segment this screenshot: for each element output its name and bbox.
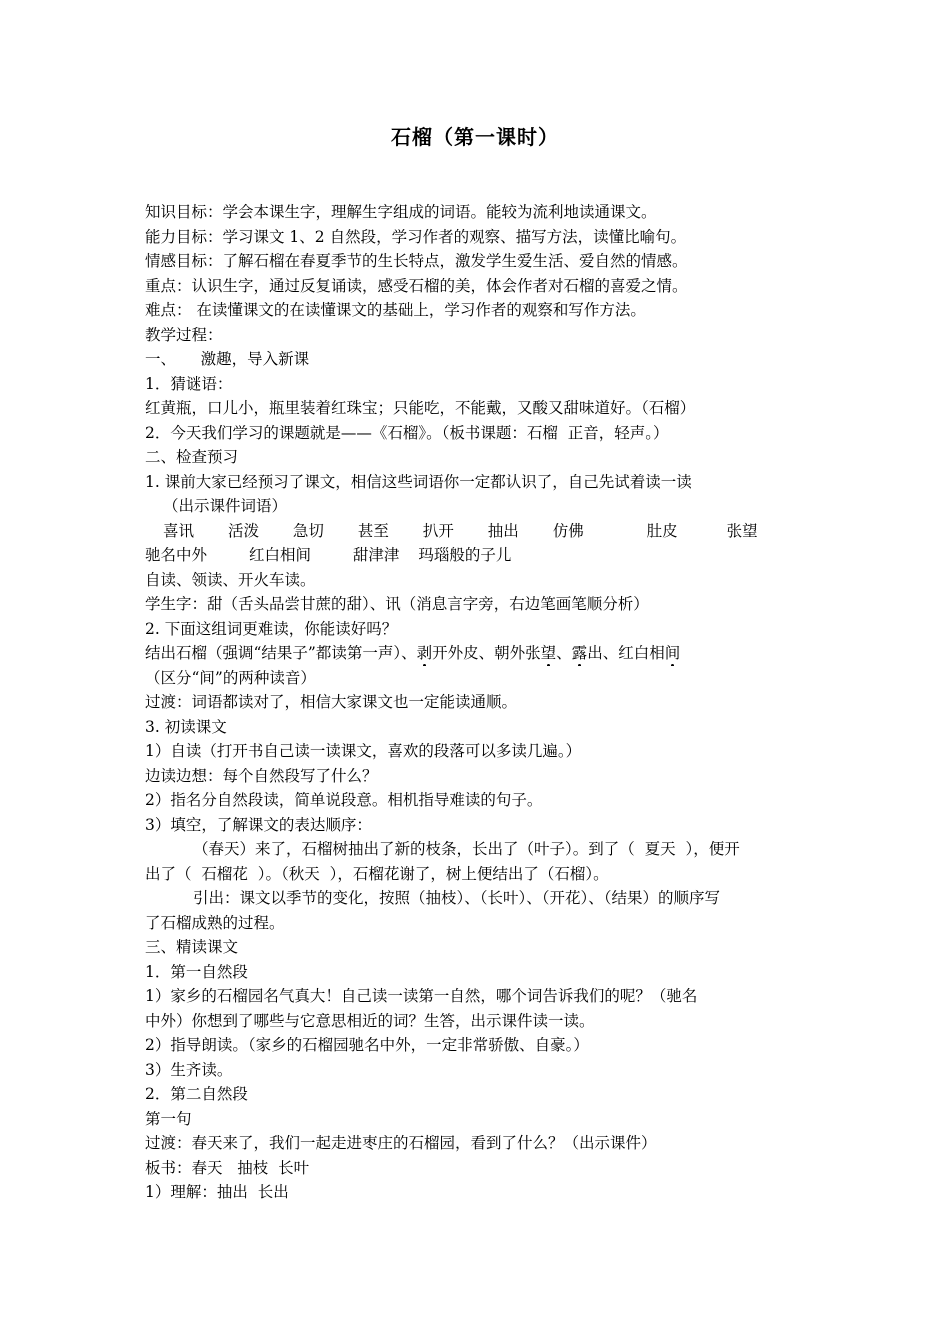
preview-intro: 1. 课前大家已经预习了课文，相信这些词语你一定都认识了，自己先试着读一读 <box>145 472 692 491</box>
paragraph-1-heading: 1．第一自然段 <box>145 962 248 981</box>
dotted-character: 望 <box>540 644 557 662</box>
vocab-word: 肚皮 <box>646 521 678 540</box>
paragraph-1-step-1a: 1）家乡的石榴园名气真大！自己读一读第一自然，哪个词告诉我们的呢？（驰名 <box>145 987 698 1005</box>
reading-methods: 自读、领读、开火车读。 <box>145 570 316 589</box>
teaching-process-heading: 教学过程： <box>145 325 223 344</box>
pronunciation-note: （区分“间”的两种读音） <box>145 668 316 687</box>
paragraph-1-step-3: 3）生齐读。 <box>145 1060 233 1079</box>
transition-text: 过渡：词语都读对了，相信大家课文也一定能读通顺。 <box>145 693 518 711</box>
vocab-word: 红白相间 <box>248 546 311 564</box>
vocab-word: 仿佛 <box>552 521 584 540</box>
fill-blank-text-2: 出了（ 石榴花 ）。（秋天 ），石榴花谢了，树上便结出了（石榴）。 <box>145 864 609 883</box>
vocab-word: 急切 <box>292 521 324 540</box>
harder-words-intro: 2. 下面这组词更难读，你能读好吗？ <box>145 619 398 638</box>
vocab-word: 甚至 <box>357 521 389 540</box>
ability-goal: 能力目标：学习课文 1、2 自然段，学习作者的观察、描写方法，读懂比喻句。 <box>145 227 687 246</box>
first-sentence-label: 第一句 <box>145 1109 192 1128</box>
self-reading-step: 1）自读（打开书自己读一读课文，喜欢的段落可以多读几遍。） <box>145 742 582 760</box>
understanding-step: 1）理解：抽出 长出 <box>145 1183 289 1201</box>
vocab-row-1 <box>145 519 810 544</box>
vocab-word: 扒开 <box>422 521 454 540</box>
vocab-word: 驰名中外 <box>145 546 208 564</box>
riddle-text: 红黄瓶，口儿小，瓶里装着红珠宝；只能吃，不能戴，又酸又甜味道好。（石榴） <box>145 399 696 417</box>
paragraph-reading-step: 2）指名分自然段读，简单说段意。相机指导难读的句子。 <box>145 791 543 809</box>
page-title: 石榴（第一课时） <box>391 125 559 149</box>
harder-words-part: 、 <box>556 644 572 662</box>
blackboard-note: 板书：春天 抽枝 长叶 <box>145 1158 310 1177</box>
section-3-heading: 三、精读课文 <box>145 938 239 956</box>
new-characters: 学生字：甜（舌头品尝甘蔗的甜）、讯（消息言字旁，右边笔画笔顺分析） <box>145 595 649 613</box>
vocab-row-2 <box>145 543 810 568</box>
first-reading-heading: 3. 初读课文 <box>145 717 227 736</box>
lead-out-text-2: 了石榴成熟的过程。 <box>145 913 285 932</box>
vocab-word: 喜讯 <box>163 521 195 540</box>
harder-words-part: 出、红白相 <box>587 644 665 662</box>
key-point: 重点：认识生字，通过反复诵读，感受石榴的美，体会作者对石榴的喜爱之情。 <box>145 276 688 295</box>
vocab-word: 张望 <box>726 521 758 540</box>
paragraph-1-step-2: 2）指导朗读。（家乡的石榴园驰名中外，一定非常骄傲、自豪。） <box>145 1036 589 1054</box>
vocab-word: 甜津津 <box>352 546 400 564</box>
vocab-word: 玛瑙般的子儿 <box>418 546 512 564</box>
vocab-word: 活泼 <box>227 521 259 540</box>
think-while-reading: 边读边想：每个自然段写了什么？ <box>145 766 378 785</box>
section-1-heading: 一、 激趣，导入新课 <box>145 350 310 368</box>
dotted-character: 间 <box>664 644 681 662</box>
lead-out-text-1: 引出：课文以季节的变化，按照（抽枝）、（长叶）、（开花）、（结果）的顺序写 <box>193 889 721 907</box>
difficult-point: 难点： 在读懂课文的在读懂课文的基础上，学习作者的观察和写作方法。 <box>145 301 646 319</box>
harder-words-part: 开外皮、朝外张 <box>432 644 541 662</box>
paragraph-2-heading: 2．第二自然段 <box>145 1085 248 1103</box>
document-body <box>145 200 810 1205</box>
dotted-character: 剥 <box>416 644 433 662</box>
dotted-character: 露 <box>571 644 588 662</box>
harder-words-part: 结出石榴（强调“结果子”都读第一声）、 <box>145 644 417 662</box>
knowledge-goal: 知识目标：学会本课生字，理解生字组成的词语。能较为流利地读通课文。 <box>145 203 657 221</box>
fill-blank-text-1: （春天）来了，石榴树抽出了新的枝条，长出了（叶子）。到了（ 夏天 ），便开 <box>193 840 740 858</box>
emotion-goal: 情感目标：了解石榴在春夏季节的生长特点，激发学生爱生活、爱自然的情感。 <box>145 252 688 270</box>
riddle-heading: 1．猜谜语： <box>145 374 233 393</box>
paragraph-1-step-1b: 中外）你想到了哪些与它意思相近的词？生答，出示课件读一读。 <box>145 1011 595 1030</box>
section-2-heading: 二、检查预习 <box>145 448 239 466</box>
vocab-word: 抽出 <box>487 521 519 540</box>
courseware-words-note: （出示课件词语） <box>163 497 288 515</box>
lesson-topic-line: 2．今天我们学习的课题就是——《石榴》。（板书课题：石榴 正音，轻声。） <box>145 423 669 442</box>
harder-words-line <box>145 641 810 666</box>
fill-blank-step: 3）填空，了解课文的表达顺序： <box>145 815 372 834</box>
spring-transition: 过渡：春天来了，我们一起走进枣庄的石榴园，看到了什么？（出示课件） <box>145 1134 657 1152</box>
